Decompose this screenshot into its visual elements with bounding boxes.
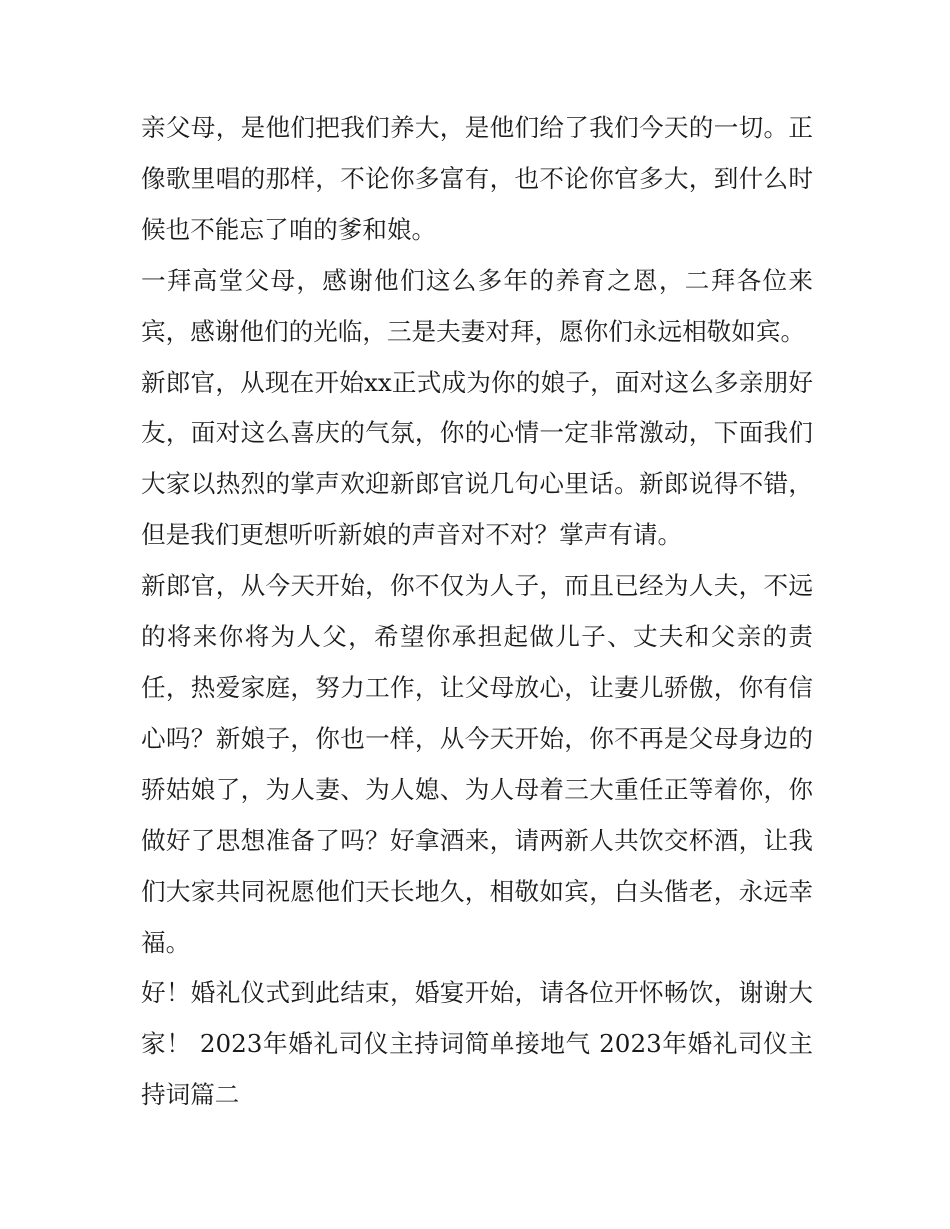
paragraph-closing: 好！婚礼仪式到此结束，婚宴开始，请各位开怀畅饮，谢谢大家！ 2023年婚礼司仪主持词简单接地气 2023年婚礼司仪主持词篇二	[141, 978, 813, 1110]
document-body	[141, 103, 813, 1121]
paragraph-parents: 亲父母，是他们把我们养大，是他们给了我们今天的一切。正像歌里唱的那样，不论你多富有，也不论你官多大，到什么时候也不能忘了咱的爹和娘。	[141, 113, 813, 244]
paragraph-groom-speech: 新郎官，从现在开始xx正式成为你的娘子，面对这么多亲朋好友，面对这么喜庆的气氛，你的心情一定非常激动，下面我们大家以热烈的掌声欢迎新郎官说几句心里话。新郎说得不错，但是我们更想听听新娘的声音对不对？掌声有请。	[141, 367, 813, 550]
paragraph-vows: 新郎官，从今天开始，你不仅为人子，而且已经为人夫，不远的将来你将为人父，希望你承担起做儿子、丈夫和父亲的责任，热爱家庭，努力工作，让父母放心，让妻儿骄傲，你有信心吗？新娘子，你也一样，从今天开始，你不再是父母身边的骄姑娘了，为人妻、为人媳、为人母着三大重任正等着你，你做好了思想准备了吗？好拿酒来，请两新人共饮交杯酒，让我们大家共同祝愿他们天长地久，相敬如宾，白头偕老，永远幸福。	[141, 571, 813, 957]
paragraph-bowing: 一拜高堂父母，感谢他们这么多年的养育之恩，二拜各位来宾，感谢他们的光临，三是夫妻对拜，愿你们永远相敬如宾。	[141, 265, 813, 346]
